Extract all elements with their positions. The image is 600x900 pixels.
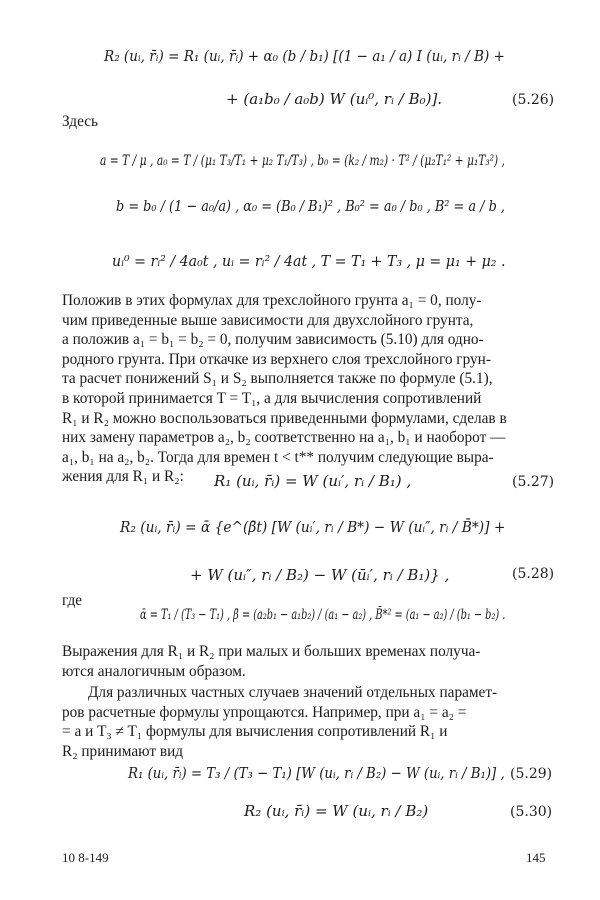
equation-5-27-text: R₁ (uᵢ, r̄ᵢ) = W (uᵢ′, rᵢ / B₁) , — [214, 472, 412, 490]
definitions-line-1-text: a = T / μ , a₀ = T / (μ₁ T₃/T₁ + μ₂ T₁/T₃) , b₀ = (k₂ / m₂) · T² / (μ₂T₁² + μ₁T₃²) , — [100, 153, 505, 169]
definitions-line-2 — [116, 195, 505, 217]
paragraph-line: чим приведенные выше зависимости для двухслойного грунта, — [62, 311, 474, 329]
equation-5-30 — [244, 800, 428, 822]
paragraph-line: а положив a₁ = b₁ = b₂ = 0, получим зависимость (5.10) для одно- — [62, 331, 484, 349]
paragraph-line: Выражения для R₁ и R₂ при малых и больших временах получа- — [62, 643, 481, 660]
paragraph-line: R₂ принимают вид — [62, 742, 184, 760]
paragraph-3 — [62, 683, 554, 761]
label-gde: где — [62, 592, 83, 609]
paragraph-line: жения для R₁ и R₂: — [62, 468, 184, 486]
definitions-line-4 — [140, 604, 505, 626]
equation-5-28-line2-text: + W (uᵢ″, rᵢ / B₂) − W (ūᵢ′, rᵢ / B₁)} , — [190, 566, 450, 584]
equation-5-26-line1 — [104, 45, 505, 67]
paragraph-line: a₁, b₁ на a₂, b₂. Тогда для времен t < t** получим следующие выра- — [62, 448, 494, 466]
equation-number-5-29: (5.29) — [510, 766, 553, 782]
definitions-line-3 — [112, 250, 505, 272]
equation-5-28-line1-text: R₂ (uᵢ, r̄ᵢ) = ᾱ {e^(β̄t) [W (uᵢ′, rᵢ / B*) − W (uᵢ″, rᵢ / B̄*)] + — [120, 518, 506, 536]
page-number: 145 — [526, 850, 546, 865]
paragraph-line: в которой принимается T = T₁, а для вычисления сопротивлений — [62, 389, 482, 407]
paragraph-line: R₁ и R₂ можно воспользоваться приведенными формулами, сделав в — [62, 409, 507, 427]
equation-5-30-text: R₂ (uᵢ, r̄ᵢ) = W (uᵢ, rᵢ / B₂) — [244, 802, 429, 820]
equation-number-5-26: (5.26) — [512, 92, 555, 108]
equation-5-29 — [128, 762, 505, 784]
equation-number-5-30: (5.30) — [510, 804, 553, 820]
paragraph-line: ются аналогичным образом. — [62, 662, 246, 680]
paragraph-line: та расчет понижений S₁ и S₂ выполняется также по формуле (5.1), — [62, 370, 493, 388]
paragraph-2 — [62, 642, 554, 681]
paragraph-line: них замену параметров a₂, b₂ соответственно на a₁, b₁ и наоборот — — [62, 429, 506, 447]
equation-5-26-line2-text: + (a₁b₀ / a₀b) W (uᵢ⁰, rᵢ / B₀)]. — [226, 90, 443, 108]
equation-5-26-line2 — [226, 88, 442, 110]
paragraph-line: родного грунта. При откачке из верхнего слоя трехслойного грун- — [62, 350, 491, 368]
label-zdes: Здесь — [62, 113, 99, 130]
equation-5-26-line1-text: R₂ (uᵢ, r̄ᵢ) = R₁ (uᵢ, r̄ᵢ) + α₀ (b / b₁) [(1 − a₁ / a) I (uᵢ, rᵢ / B) + — [104, 47, 505, 65]
definitions-line-1 — [100, 150, 505, 172]
paragraph-1 — [62, 291, 554, 487]
equation-number-5-27: (5.27) — [512, 474, 555, 490]
equation-number-5-28: (5.28) — [512, 566, 555, 582]
paragraph-line: Для различных частных случаев значений отдельных парамет- — [88, 684, 498, 701]
printer-signature: 10 8-149 — [62, 850, 109, 865]
paragraph-line: ров расчетные формулы упрощаются. Например, при a₁ = a₂ = — [62, 703, 467, 721]
definitions-line-4-text: ᾱ = T₁ / (T₃ − T₁) , β̄ = (a₂b₁ − a₁b₂) / (a₁ − a₂) , B̄*² = (a₁ − a₂) / (b₁ − b₂) . — [140, 607, 506, 623]
definitions-line-2-text: b = b₀ / (1 − a₀/a) , α₀ = (B₀ / B₁)² , B₀² = a₀ / b₀ , B² = a / b , — [116, 197, 505, 215]
equation-5-27 — [214, 470, 411, 492]
equation-5-28-line2 — [190, 564, 449, 586]
definitions-line-3-text: uᵢ⁰ = rᵢ² / 4a₀t , uᵢ = rᵢ² / 4at , T = T₁ + T₃ , μ = μ₁ + μ₂ . — [112, 252, 506, 270]
paragraph-line: = a и T₃ ≠ T₁ формулы для вычисления сопротивлений R₁ и — [62, 723, 448, 741]
equation-5-29-text: R₁ (uᵢ, r̄ᵢ) = T₃ / (T₃ − T₁) [W (uᵢ, rᵢ / B₂) − W (uᵢ, rᵢ / B₁)] , — [128, 764, 505, 782]
equation-5-28-line1 — [120, 516, 505, 538]
paragraph-line: Положив в этих формулах для трехслойного грунта a₁ = 0, полу- — [62, 292, 482, 309]
